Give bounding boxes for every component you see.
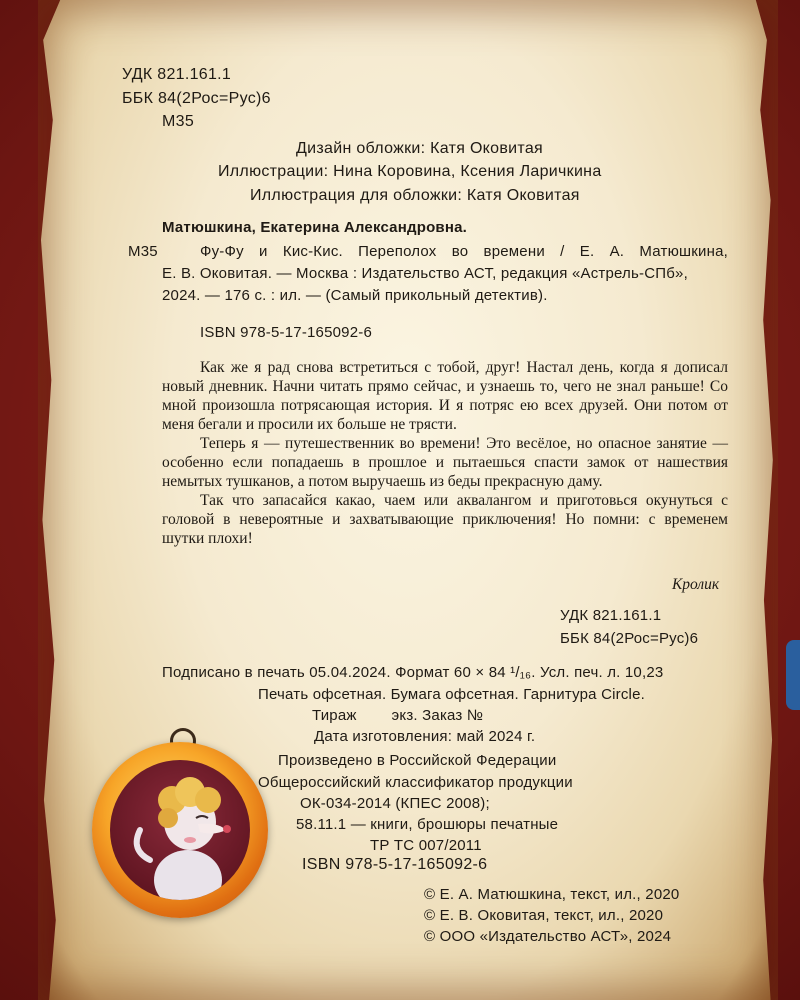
udk-code-top: УДК 821.161.1 [122, 66, 232, 83]
udk-code-bottom: УДК 821.161.1 [560, 607, 662, 624]
isbn-top: ISBN 978-5-17-165092-6 [200, 324, 373, 341]
print-date-line: Дата изготовления: май 2024 г. [314, 728, 536, 745]
author-sign-top: М35 [162, 113, 195, 130]
bbk-code-bottom: ББК 84(2Рос=Рус)6 [560, 630, 699, 647]
bib-line-3: 2024. — 176 с. : ил. — (Самый прикольный детектив). [162, 287, 548, 304]
origin-line-2: Общероссийский классификатор продукции [258, 774, 573, 791]
annotation-paragraph-2: Теперь я — путешественник во времени! Это весёлое, но опасное занятие — особенно если попадаешь в прошлое и пытаешься спасти замок от нашествия немытых тушканов, а потом выручаешь из беды прекрасную даму. [162, 435, 728, 490]
annotation-paragraph-1: Как же я рад снова встретиться с тобой, друг! Настал день, когда я дописал новый дневник. Начни читать прямо сейчас, и узнаешь то, чего не знал раньше! Со мной произошла потрясающая история. И я потряс ею всех друзей. Они потом от меня бегали и просили их больше не трясти. [162, 359, 728, 433]
bib-line-2: Е. В. Оковитая. — Москва : Издательство АСТ, редакция «Астрель-СПб», [162, 265, 688, 282]
isbn-bottom: ISBN 978-5-17-165092-6 [302, 856, 488, 873]
origin-line-3: ОК-034-2014 (КПЕС 2008); [300, 795, 490, 812]
mouse-lady-icon [110, 760, 250, 900]
illustrations-credit: Иллюстрации: Нина Коровина, Ксения Ларичкина [218, 163, 602, 180]
copyright-line-2: © Е. В. Оковитая, текст, ил., 2020 [424, 907, 664, 924]
bib-author-sign: М35 [128, 243, 158, 260]
medallion-portrait [110, 760, 250, 900]
origin-line-4: 58.11.1 — книги, брошюры печатные [296, 816, 559, 833]
annotation-text [162, 358, 728, 548]
copyright-line-3: © ООО «Издательство АСТ», 2024 [424, 928, 672, 945]
annotation-paragraph-3: Так что запасайся какао, чаем или аквалангом и приготовься окунуться с головой в невероятные и захватывающие приключения! Но помни: с временем шутки плохи! [162, 492, 728, 547]
origin-line-5: ТР ТС 007/2011 [370, 837, 482, 854]
cover-illustration-credit: Иллюстрация для обложки: Катя Оковитая [250, 187, 580, 204]
blue-decoration [786, 640, 800, 710]
copyright-line-1: © Е. А. Матюшкина, текст, ил., 2020 [424, 886, 680, 903]
bib-line-1: Фу-Фу и Кис-Кис. Переполох во времени / Е. А. Матюшкина, [200, 243, 728, 260]
medallion-illustration [92, 742, 268, 918]
origin-line-1: Произведено в Российской Федерации [278, 752, 557, 769]
print-press-line: Печать офсетная. Бумага офсетная. Гарнитура Circle. [258, 686, 645, 703]
cover-design-credit: Дизайн обложки: Катя Оковитая [296, 140, 544, 157]
print-signed-line: Подписано в печать 05.04.2024. Формат 60 × 84 ¹/₁₆. Усл. печ. л. 10,23 [162, 664, 664, 681]
signature: Кролик [672, 576, 720, 593]
print-run-line: Тираж экз. Заказ № [312, 707, 484, 724]
bbk-code-top: ББК 84(2Рос=Рус)6 [122, 90, 271, 107]
author-heading: Матюшкина, Екатерина Александровна. [162, 219, 468, 236]
